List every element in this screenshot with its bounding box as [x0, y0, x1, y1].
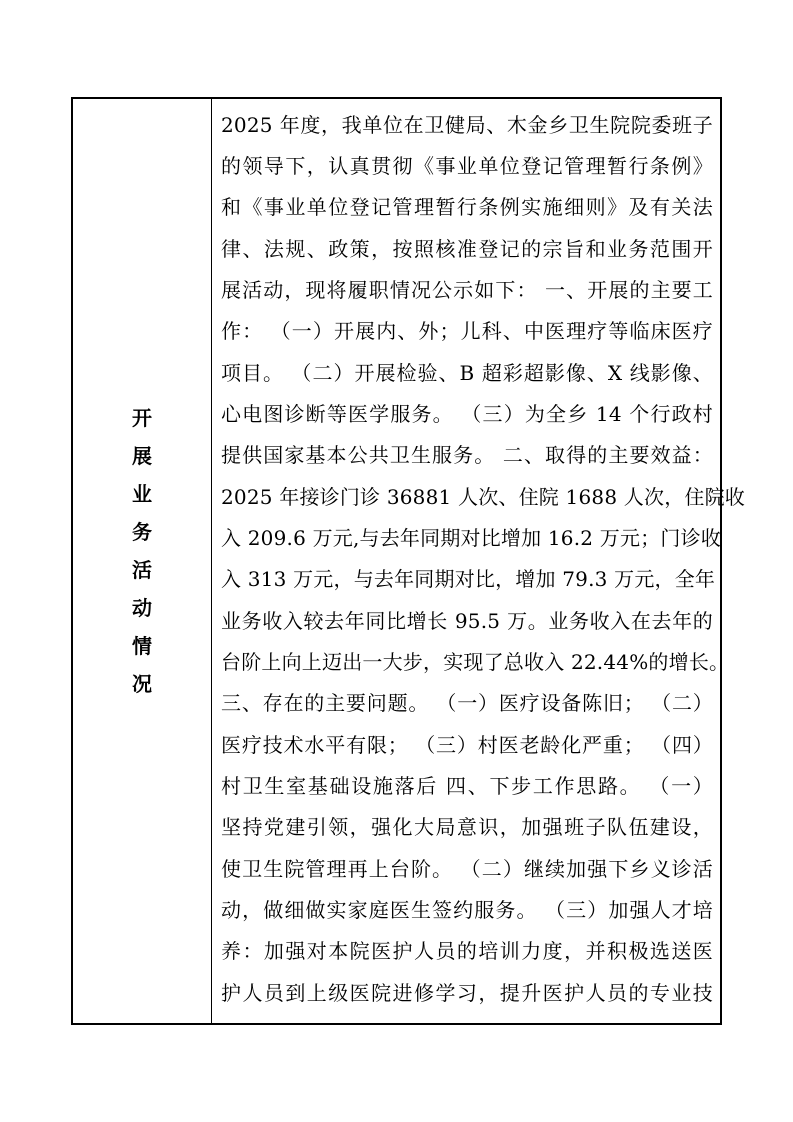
content-line: 展活动，现将履职情况公示如下： 一、开展的主要工 [221, 278, 713, 302]
row-label-char: 况 [132, 672, 152, 696]
content-line: 提供国家基本公共卫生服务。 二、取得的主要效益： [221, 443, 713, 467]
row-label-char: 务 [132, 520, 152, 544]
content-line: 医疗技术水平有限； （三）村医老龄化严重； （四） [221, 733, 713, 757]
content-line: 入 209.6 万元,与去年同期对比增加 16.2 万元；门诊收 [221, 526, 721, 550]
content-line: 业务收入较去年同比增长 95.5 万。业务收入在去年的 [221, 609, 713, 633]
content-line: 坚持党建引领，强化大局意识，加强班子队伍建设， [221, 815, 713, 839]
content-line: 作： （一）开展内、外；儿科、中医理疗等临床医疗 [221, 319, 713, 343]
content-line: 使卫生院管理再上台阶。 （二）继续加强下乡义诊活 [221, 857, 713, 881]
content-line: 养：加强对本院医护人员的培训力度，并积极选送医 [221, 939, 713, 963]
content-line: 项目。 （二）开展检验、B 超彩超影像、X 线影像、 [221, 361, 713, 385]
content-line: 护人员到上级医院进修学习，提升医护人员的专业技 [221, 981, 713, 1005]
content-line: 台阶上向上迈出一大步，实现了总收入 22.44%的增长。 [221, 650, 730, 674]
content-cell [221, 99, 746, 1023]
content-line: 2025 年接诊门诊 36881 人次、住院 1688 人次，住院收 [221, 485, 746, 509]
row-label-char: 开 [132, 406, 152, 430]
column-divider [211, 99, 212, 1023]
content-line: 律、法规、政策，按照核准登记的宗旨和业务范围开 [221, 237, 713, 261]
content-line: 村卫生室基础设施落后 四、下步工作思路。 （一） [221, 774, 713, 798]
row-label-char: 活 [132, 558, 152, 582]
row-label-char: 情 [132, 634, 152, 658]
info-table [71, 97, 746, 1025]
row-label-char: 业 [132, 482, 152, 506]
content-line: 动，做细做实家庭医生签约服务。 （三）加强人才培 [221, 898, 713, 922]
content-line: 2025 年度，我单位在卫健局、木金乡卫生院院委班子 [221, 113, 713, 137]
content-line: 三、存在的主要问题。 （一）医疗设备陈旧； （二） [221, 691, 713, 715]
row-label-cell [73, 99, 211, 1023]
row-label-char: 动 [132, 596, 152, 620]
content-line: 和《事业单位登记管理暂行条例实施细则》及有关法 [221, 195, 713, 219]
content-line: 的领导下，认真贯彻《事业单位登记管理暂行条例》 [221, 154, 713, 178]
row-label-char: 展 [132, 444, 152, 468]
content-line: 入 313 万元，与去年同期对比，增加 79.3 万元，全年 [221, 567, 716, 591]
content-line: 心电图诊断等医学服务。 （三）为全乡 14 个行政村 [221, 402, 713, 426]
